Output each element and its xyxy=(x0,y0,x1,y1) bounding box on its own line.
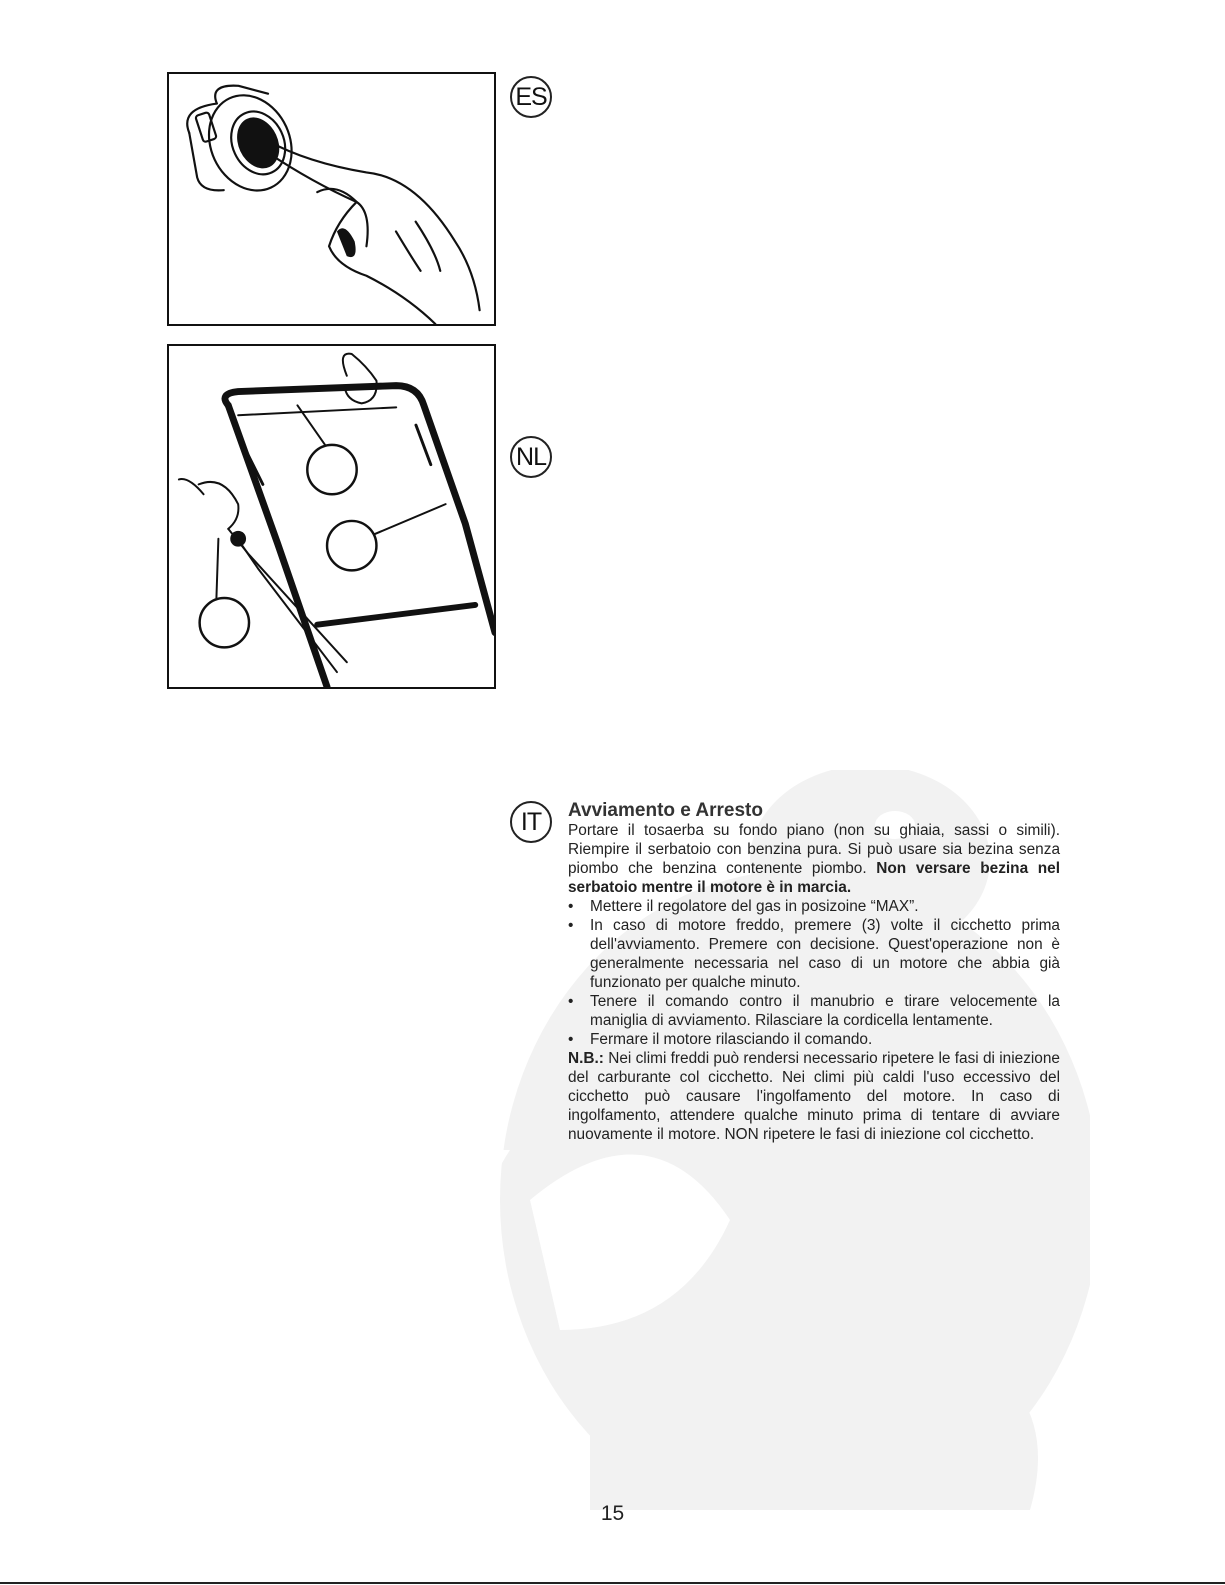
section-title: Avviamento e Arresto xyxy=(568,800,763,821)
starter-handle-pull-icon xyxy=(169,346,494,687)
section-italian xyxy=(568,800,1060,1144)
instruction-list xyxy=(568,897,1060,1049)
figure-primer-bulb xyxy=(167,72,496,326)
note-label: N.B.: xyxy=(568,1050,604,1067)
figure-starter-handle xyxy=(167,344,496,689)
list-item: • Tenere il comando contro il manubrio e tirare velocemente la maniglia di avviamento. Rilasciare la cordicella lentamente. xyxy=(568,992,1060,1030)
note-text: Nei climi freddi può rendersi necessario ripetere le fasi di iniezione del carburante col cicchetto. Nei climi più caldi l'uso eccessivo del cicchetto può causare l'ingolfamento del motore. In caso di ingolfamento, attendere qualche minuto prima di tentare di avviare nuovamente il motore. NON ripetere le fasi di iniezione col cicchetto. xyxy=(568,1050,1060,1143)
page-number: 15 xyxy=(600,1502,625,1525)
list-item: • In caso di motore freddo, premere (3) volte il cicchetto prima dell'avviamento. Premere con decisione. Quest'operazione non è generalmente necessaria nel caso di un motore che abbia già funzionato per qualche minuto. xyxy=(568,916,1060,992)
bottom-rule xyxy=(0,1582,1225,1584)
list-item: • Mettere il regolatore del gas in posizoine “MAX”. xyxy=(568,897,1060,916)
intro-warning: Non versare bezina nel serbatoio mentre il motore è in marcia. xyxy=(568,860,1060,896)
section-intro xyxy=(568,821,1060,897)
primer-bulb-press-icon xyxy=(169,74,494,324)
language-badge-it: IT xyxy=(510,801,552,843)
section-note xyxy=(568,1049,1060,1144)
language-badge-nl: NL xyxy=(510,436,552,478)
list-item: • Fermare il motore rilasciando il comando. xyxy=(568,1030,1060,1049)
intro-text: Portare il tosaerba su fondo piano (non su ghiaia, sassi o simili). Riempire il serbatoio con benzina pura. Si può usare sia bezina senza piombo che benzina contenente piombo. xyxy=(568,822,1060,877)
language-badge-es: ES xyxy=(510,76,552,118)
